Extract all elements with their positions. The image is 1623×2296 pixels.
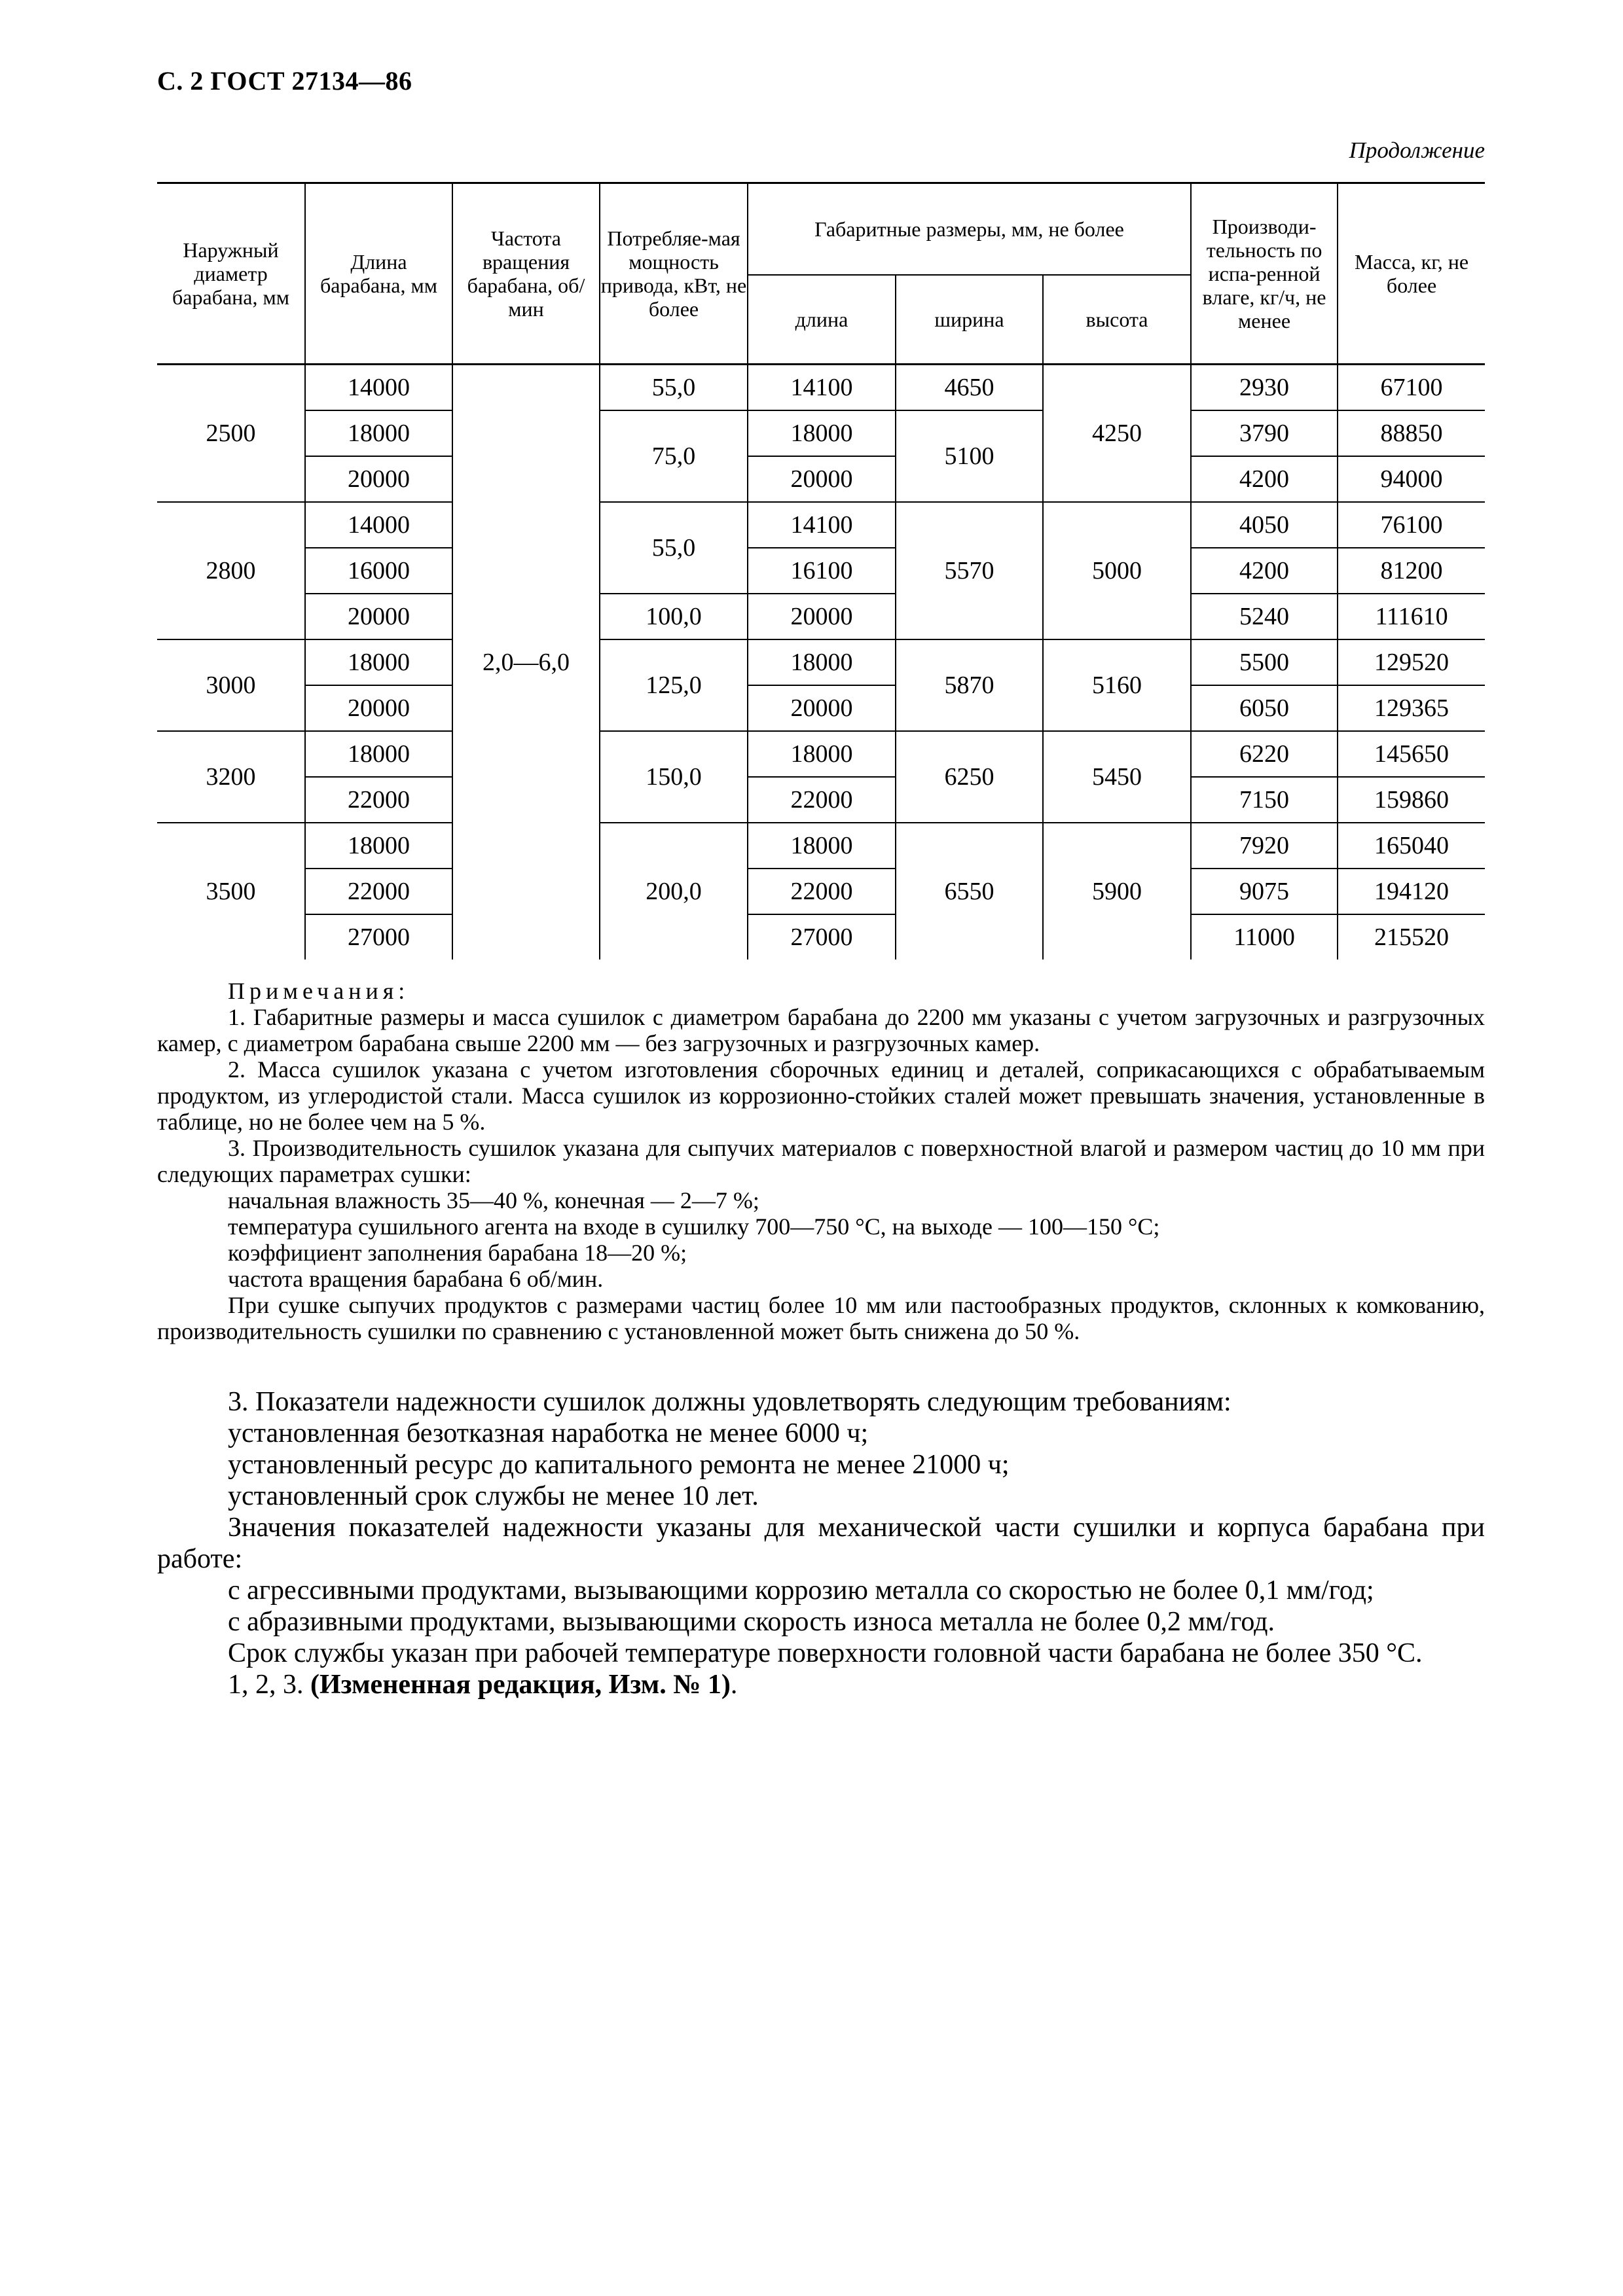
- notes-title: Примечания:: [228, 978, 410, 1004]
- cell-mass: 88850: [1338, 410, 1485, 456]
- cell-length: 14100: [748, 365, 896, 411]
- cell-diameter: 3000: [157, 639, 305, 731]
- revision-suffix: .: [730, 1670, 738, 1700]
- cell-mass: 165040: [1338, 823, 1485, 869]
- cell-length: 18000: [748, 639, 896, 685]
- note-2: 2. Масса сушилок указана с учетом изготовления сборочных единиц и деталей, соприкасающихся с обрабатываемым продуктом, из углеродистой стали. Масса сушилок из коррозионно-стойких сталей может превышать значения, установленные в таблице, но не более чем на 5 %.: [157, 1056, 1485, 1135]
- cell-mass: 67100: [1338, 365, 1485, 411]
- cell-productivity: 6050: [1191, 685, 1338, 731]
- cell-length: 20000: [748, 594, 896, 639]
- cell-productivity: 4200: [1191, 548, 1338, 594]
- body-section: [157, 1386, 1485, 1700]
- revision-reference: [157, 1669, 1485, 1700]
- cell-productivity: 6220: [1191, 731, 1338, 777]
- cell-drum-length: 20000: [305, 685, 452, 731]
- table-row: [157, 823, 1485, 869]
- header-rotation-speed: Частота вращения барабана, об/мин: [452, 183, 600, 365]
- note-3-item: начальная влажность 35—40 %, конечная — 2—7 %;: [228, 1187, 759, 1213]
- service-life-paragraph: Срок службы указан при рабочей температуре поверхности головной части барабана не более 350 °С.: [228, 1638, 1423, 1668]
- header-outer-diameter: Наружный диаметр барабана, мм: [157, 183, 305, 365]
- cell-length: 20000: [748, 456, 896, 502]
- cell-drum-length: 16000: [305, 548, 452, 594]
- note-1: 1. Габаритные размеры и масса сушилок с диаметром барабана до 2200 мм указаны с учетом загрузочных и разгрузочных камер, с диаметром барабана свыше 2200 мм — без загрузочных и разгрузочных камер.: [157, 1004, 1485, 1056]
- cell-mass: 111610: [1338, 594, 1485, 639]
- notes-section: [157, 978, 1485, 1344]
- cell-mass: 194120: [1338, 869, 1485, 914]
- cell-productivity: 7920: [1191, 823, 1338, 869]
- header-dim-height: высота: [1043, 275, 1191, 365]
- header-drum-length: Длина барабана, мм: [305, 183, 452, 365]
- cell-power: 55,0: [600, 502, 748, 594]
- header-productivity: Производи-тельность по испа-ренной влаге, кг/ч, не менее: [1191, 183, 1338, 365]
- table-row: [157, 548, 1485, 594]
- note-3-item: частота вращения барабана 6 об/мин.: [228, 1266, 604, 1292]
- cell-width: 6250: [896, 731, 1043, 823]
- cell-mass: 81200: [1338, 548, 1485, 594]
- cell-power: 200,0: [600, 823, 748, 960]
- reliability-item: установленный ресурс до капитального ремонта не менее 21000 ч;: [228, 1450, 1010, 1480]
- cell-productivity: 5240: [1191, 594, 1338, 639]
- aggressive-paragraph: с агрессивными продуктами, вызывающими коррозию металла со скоростью не более 0,1 мм/год;: [228, 1575, 1374, 1605]
- cell-diameter: 2500: [157, 365, 305, 503]
- cell-diameter: 2800: [157, 502, 305, 639]
- cell-length: 27000: [748, 914, 896, 960]
- cell-width: 5570: [896, 502, 1043, 639]
- page-header: С. 2 ГОСТ 27134—86: [157, 66, 412, 96]
- cell-mass: 145650: [1338, 731, 1485, 777]
- cell-diameter: 3200: [157, 731, 305, 823]
- cell-length: 18000: [748, 410, 896, 456]
- cell-productivity: 4050: [1191, 502, 1338, 548]
- cell-productivity: 5500: [1191, 639, 1338, 685]
- cell-drum-length: 22000: [305, 777, 452, 823]
- note-3-item: температура сушильного агента на входе в сушилку 700—750 °С, на выходе — 100—150 °С;: [228, 1213, 1160, 1240]
- cell-power: 150,0: [600, 731, 748, 823]
- header-mass: Масса, кг, не более: [1338, 183, 1485, 365]
- cell-power: 75,0: [600, 410, 748, 502]
- table-row: [157, 639, 1485, 685]
- cell-length: 20000: [748, 685, 896, 731]
- cell-length: 22000: [748, 869, 896, 914]
- table-row: [157, 914, 1485, 960]
- table-row: [157, 869, 1485, 914]
- table-row: [157, 456, 1485, 502]
- cell-height: 5900: [1043, 823, 1191, 960]
- cell-mass: 159860: [1338, 777, 1485, 823]
- cell-power: 55,0: [600, 365, 748, 411]
- cell-productivity: 9075: [1191, 869, 1338, 914]
- cell-drum-length: 18000: [305, 410, 452, 456]
- table-row: [157, 777, 1485, 823]
- note-3: 3. Производительность сушилок указана для сыпучих материалов с поверхностной влагой и размером частиц до 10 мм при следующих параметрах сушки:: [157, 1135, 1485, 1187]
- header-dim-length: длина: [748, 275, 896, 365]
- cell-length: 18000: [748, 823, 896, 869]
- dryer-spec-table: [157, 182, 1485, 960]
- cell-mass: 215520: [1338, 914, 1485, 960]
- note-3-tail: При сушке сыпучих продуктов с размерами частиц более 10 мм или пастообразных продуктов, склонных к комкованию, производительность сушилки по сравнению с установленной может быть снижена до 50 %.: [157, 1292, 1485, 1344]
- continuation-label: Продолжение: [1349, 137, 1485, 163]
- cell-mass: 129520: [1338, 639, 1485, 685]
- cell-drum-length: 14000: [305, 365, 452, 411]
- table-row: [157, 502, 1485, 548]
- cell-mass: 76100: [1338, 502, 1485, 548]
- cell-drum-length: 18000: [305, 639, 452, 685]
- cell-mass: 94000: [1338, 456, 1485, 502]
- cell-diameter: 3500: [157, 823, 305, 960]
- cell-length: 14100: [748, 502, 896, 548]
- values-paragraph: Значения показателей надежности указаны для механической части сушилки и корпуса барабана при работе:: [157, 1513, 1485, 1574]
- cell-drum-length: 27000: [305, 914, 452, 960]
- cell-height: 5450: [1043, 731, 1191, 823]
- cell-length: 18000: [748, 731, 896, 777]
- table-row: [157, 594, 1485, 639]
- header-power: Потребляе-мая мощность привода, кВт, не более: [600, 183, 748, 365]
- cell-width: 4650: [896, 365, 1043, 411]
- cell-height: 4250: [1043, 365, 1191, 503]
- cell-productivity: 11000: [1191, 914, 1338, 960]
- cell-height: 5000: [1043, 502, 1191, 639]
- cell-drum-length: 18000: [305, 731, 452, 777]
- cell-productivity: 7150: [1191, 777, 1338, 823]
- cell-productivity: 3790: [1191, 410, 1338, 456]
- cell-productivity: 4200: [1191, 456, 1338, 502]
- reliability-item: установленная безотказная наработка не менее 6000 ч;: [228, 1418, 869, 1448]
- table-row: [157, 410, 1485, 456]
- reliability-item: установленный срок службы не менее 10 лет.: [228, 1481, 759, 1511]
- header-dim-width: ширина: [896, 275, 1043, 365]
- note-3-item: коэффициент заполнения барабана 18—20 %;: [228, 1240, 687, 1266]
- table-row: [157, 365, 1485, 411]
- cell-rotation-speed: 2,0—6,0: [452, 365, 600, 960]
- cell-drum-length: 20000: [305, 456, 452, 502]
- cell-mass: 129365: [1338, 685, 1485, 731]
- cell-drum-length: 22000: [305, 869, 452, 914]
- cell-width: 5870: [896, 639, 1043, 731]
- cell-width: 5100: [896, 410, 1043, 502]
- paragraph-3: 3. Показатели надежности сушилок должны удовлетворять следующим требованиям:: [228, 1387, 1231, 1417]
- cell-productivity: 2930: [1191, 365, 1338, 411]
- cell-width: 6550: [896, 823, 1043, 960]
- table-row: [157, 685, 1485, 731]
- cell-height: 5160: [1043, 639, 1191, 731]
- revision-prefix: 1, 2, 3.: [228, 1670, 310, 1700]
- header-dimensions: Габаритные размеры, мм, не более: [748, 183, 1191, 276]
- revision-note: (Измененная редакция, Изм. № 1): [310, 1670, 731, 1700]
- cell-length: 22000: [748, 777, 896, 823]
- cell-drum-length: 18000: [305, 823, 452, 869]
- cell-length: 16100: [748, 548, 896, 594]
- cell-drum-length: 14000: [305, 502, 452, 548]
- cell-drum-length: 20000: [305, 594, 452, 639]
- cell-power: 100,0: [600, 594, 748, 639]
- abrasive-paragraph: с абразивными продуктами, вызывающими скорость износа металла не более 0,2 мм/год.: [228, 1607, 1275, 1637]
- cell-power: 125,0: [600, 639, 748, 731]
- table-row: [157, 731, 1485, 777]
